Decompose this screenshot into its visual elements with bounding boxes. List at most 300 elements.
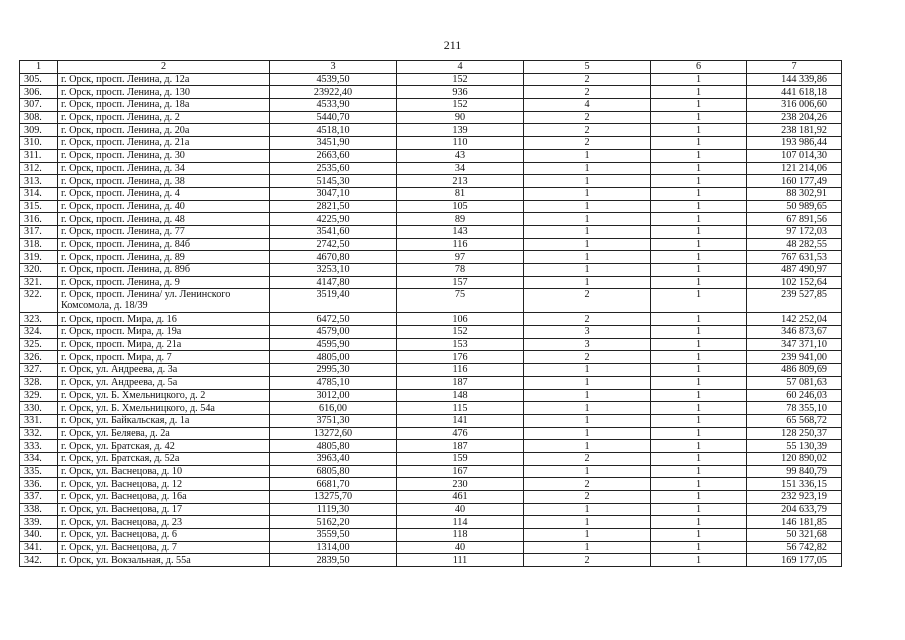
table-row — [20, 427, 842, 440]
area-cell: 3751,30 — [270, 414, 397, 427]
amount-cell: 441 618,18 — [747, 86, 842, 99]
address-cell: г. Орск, просп. Ленина/ ул. Ленинского Комсомола, д. 18/39 — [58, 289, 270, 313]
floors-cell: 1 — [524, 402, 651, 415]
floors-cell: 1 — [524, 529, 651, 542]
row-number-cell: 324. — [20, 326, 58, 339]
floors-cell: 3 — [524, 338, 651, 351]
floors-cell: 2 — [524, 73, 651, 86]
address-cell: г. Орск, просп. Ленина, д. 34 — [58, 162, 270, 175]
area-cell: 5145,30 — [270, 175, 397, 188]
entrances-cell: 1 — [651, 427, 747, 440]
residents-cell: 159 — [397, 452, 524, 465]
area-cell: 4518,10 — [270, 124, 397, 137]
table-row — [20, 187, 842, 200]
residents-cell: 230 — [397, 478, 524, 491]
entrances-cell: 1 — [651, 529, 747, 542]
row-number-cell: 315. — [20, 200, 58, 213]
table-row — [20, 264, 842, 277]
address-cell: г. Орск, просп. Ленина, д. 89 — [58, 251, 270, 264]
amount-cell: 55 130,39 — [747, 440, 842, 453]
amount-cell: 239 527,85 — [747, 289, 842, 313]
table-row — [20, 452, 842, 465]
amount-cell: 486 809,69 — [747, 364, 842, 377]
row-number-cell: 341. — [20, 541, 58, 554]
floors-cell: 1 — [524, 162, 651, 175]
residents-cell: 105 — [397, 200, 524, 213]
address-cell: г. Орск, просп. Ленина, д. 48 — [58, 213, 270, 226]
row-number-cell: 332. — [20, 427, 58, 440]
area-cell: 4785,10 — [270, 376, 397, 389]
address-cell: г. Орск, просп. Ленина, д. 18а — [58, 99, 270, 112]
row-number-cell: 317. — [20, 225, 58, 238]
address-cell: г. Орск, ул. Васнецова, д. 10 — [58, 465, 270, 478]
area-cell: 13272,60 — [270, 427, 397, 440]
table-row — [20, 338, 842, 351]
table-row — [20, 200, 842, 213]
column-header: 6 — [651, 61, 747, 74]
residents-cell: 106 — [397, 313, 524, 326]
row-number-cell: 338. — [20, 503, 58, 516]
table-row — [20, 478, 842, 491]
entrances-cell: 1 — [651, 111, 747, 124]
table-row — [20, 554, 842, 567]
residents-cell: 148 — [397, 389, 524, 402]
amount-cell: 56 742,82 — [747, 541, 842, 554]
area-cell: 4579,00 — [270, 326, 397, 339]
amount-cell: 121 214,06 — [747, 162, 842, 175]
table-row — [20, 389, 842, 402]
amount-cell: 128 250,37 — [747, 427, 842, 440]
table-row — [20, 503, 842, 516]
floors-cell: 2 — [524, 111, 651, 124]
table-row — [20, 516, 842, 529]
floors-cell: 2 — [524, 351, 651, 364]
floors-cell: 2 — [524, 86, 651, 99]
entrances-cell: 1 — [651, 162, 747, 175]
area-cell: 6472,50 — [270, 313, 397, 326]
amount-cell: 160 177,49 — [747, 175, 842, 188]
amount-cell: 78 355,10 — [747, 402, 842, 415]
amount-cell: 88 302,91 — [747, 187, 842, 200]
floors-cell: 1 — [524, 465, 651, 478]
address-cell: г. Орск, ул. Б. Хмельницкого, д. 2 — [58, 389, 270, 402]
amount-cell: 232 923,19 — [747, 491, 842, 504]
amount-cell: 238 181,92 — [747, 124, 842, 137]
entrances-cell: 1 — [651, 73, 747, 86]
address-cell: г. Орск, ул. Б. Хмельницкого, д. 54а — [58, 402, 270, 415]
residents-cell: 97 — [397, 251, 524, 264]
entrances-cell: 1 — [651, 414, 747, 427]
amount-cell: 238 204,26 — [747, 111, 842, 124]
amount-cell: 316 006,60 — [747, 99, 842, 112]
amount-cell: 60 246,03 — [747, 389, 842, 402]
row-number-cell: 316. — [20, 213, 58, 226]
address-cell: г. Орск, ул. Андреева, д. 3а — [58, 364, 270, 377]
floors-cell: 4 — [524, 99, 651, 112]
entrances-cell: 1 — [651, 389, 747, 402]
residents-cell: 78 — [397, 264, 524, 277]
floors-cell: 1 — [524, 503, 651, 516]
area-cell: 2995,30 — [270, 364, 397, 377]
floors-cell: 2 — [524, 554, 651, 567]
address-cell: г. Орск, просп. Ленина, д. 4 — [58, 187, 270, 200]
area-cell: 1119,30 — [270, 503, 397, 516]
residents-cell: 75 — [397, 289, 524, 313]
area-cell: 6805,80 — [270, 465, 397, 478]
row-number-cell: 312. — [20, 162, 58, 175]
table-row — [20, 364, 842, 377]
residents-cell: 176 — [397, 351, 524, 364]
residents-cell: 461 — [397, 491, 524, 504]
address-cell: г. Орск, просп. Ленина, д. 9 — [58, 276, 270, 289]
amount-cell: 144 339,86 — [747, 73, 842, 86]
entrances-cell: 1 — [651, 452, 747, 465]
entrances-cell: 1 — [651, 491, 747, 504]
entrances-cell: 1 — [651, 225, 747, 238]
table-row — [20, 124, 842, 137]
residents-cell: 143 — [397, 225, 524, 238]
floors-cell: 1 — [524, 541, 651, 554]
address-cell: г. Орск, просп. Мира, д. 7 — [58, 351, 270, 364]
entrances-cell: 1 — [651, 213, 747, 226]
residents-cell: 116 — [397, 238, 524, 251]
area-cell: 1314,00 — [270, 541, 397, 554]
residents-cell: 187 — [397, 440, 524, 453]
amount-cell: 99 840,79 — [747, 465, 842, 478]
entrances-cell: 1 — [651, 264, 747, 277]
area-cell: 3963,40 — [270, 452, 397, 465]
amount-cell: 767 631,53 — [747, 251, 842, 264]
area-cell: 4147,80 — [270, 276, 397, 289]
row-number-cell: 318. — [20, 238, 58, 251]
residents-cell: 43 — [397, 149, 524, 162]
residents-cell: 152 — [397, 73, 524, 86]
residents-cell: 118 — [397, 529, 524, 542]
address-cell: г. Орск, просп. Ленина, д. 20а — [58, 124, 270, 137]
row-number-cell: 329. — [20, 389, 58, 402]
area-cell: 2742,50 — [270, 238, 397, 251]
floors-cell: 1 — [524, 414, 651, 427]
area-cell: 3451,90 — [270, 137, 397, 150]
address-cell: г. Орск, ул. Беляева, д. 2а — [58, 427, 270, 440]
residents-cell: 116 — [397, 364, 524, 377]
page-number: 211 — [443, 38, 462, 52]
table-row — [20, 149, 842, 162]
table-row — [20, 529, 842, 542]
row-number-cell: 327. — [20, 364, 58, 377]
table-row — [20, 289, 842, 313]
entrances-cell: 1 — [651, 124, 747, 137]
row-number-cell: 334. — [20, 452, 58, 465]
floors-cell: 1 — [524, 516, 651, 529]
entrances-cell: 1 — [651, 313, 747, 326]
amount-cell: 347 371,10 — [747, 338, 842, 351]
row-number-cell: 319. — [20, 251, 58, 264]
residents-cell: 110 — [397, 137, 524, 150]
address-cell: г. Орск, просп. Мира, д. 21а — [58, 338, 270, 351]
floors-cell: 3 — [524, 326, 651, 339]
area-cell: 4595,90 — [270, 338, 397, 351]
residents-cell: 114 — [397, 516, 524, 529]
column-header: 5 — [524, 61, 651, 74]
table-row — [20, 313, 842, 326]
table-row — [20, 213, 842, 226]
floors-cell: 2 — [524, 491, 651, 504]
entrances-cell: 1 — [651, 516, 747, 529]
address-cell: г. Орск, просп. Ленина, д. 38 — [58, 175, 270, 188]
entrances-cell: 1 — [651, 376, 747, 389]
address-cell: г. Орск, просп. Мира, д. 19а — [58, 326, 270, 339]
address-cell: г. Орск, просп. Ленина, д. 12а — [58, 73, 270, 86]
row-number-cell: 307. — [20, 99, 58, 112]
amount-cell: 193 986,44 — [747, 137, 842, 150]
address-cell: г. Орск, ул. Байкальская, д. 1а — [58, 414, 270, 427]
area-cell: 3012,00 — [270, 389, 397, 402]
amount-cell: 50 989,65 — [747, 200, 842, 213]
amount-cell: 346 873,67 — [747, 326, 842, 339]
address-cell: г. Орск, ул. Братская, д. 52а — [58, 452, 270, 465]
amount-cell: 50 321,68 — [747, 529, 842, 542]
entrances-cell: 1 — [651, 200, 747, 213]
entrances-cell: 1 — [651, 276, 747, 289]
table-row — [20, 225, 842, 238]
entrances-cell: 1 — [651, 351, 747, 364]
area-cell: 3541,60 — [270, 225, 397, 238]
floors-cell: 1 — [524, 175, 651, 188]
table-header-row — [20, 61, 842, 74]
amount-cell: 151 336,15 — [747, 478, 842, 491]
row-number-cell: 306. — [20, 86, 58, 99]
housing-table — [19, 60, 842, 567]
residents-cell: 141 — [397, 414, 524, 427]
address-cell: г. Орск, ул. Васнецова, д. 23 — [58, 516, 270, 529]
row-number-cell: 342. — [20, 554, 58, 567]
row-number-cell: 322. — [20, 289, 58, 313]
entrances-cell: 1 — [651, 149, 747, 162]
address-cell: г. Орск, просп. Ленина, д. 40 — [58, 200, 270, 213]
area-cell: 5440,70 — [270, 111, 397, 124]
row-number-cell: 331. — [20, 414, 58, 427]
row-number-cell: 311. — [20, 149, 58, 162]
area-cell: 2821,50 — [270, 200, 397, 213]
address-cell: г. Орск, просп. Ленина, д. 77 — [58, 225, 270, 238]
area-cell: 2535,60 — [270, 162, 397, 175]
address-cell: г. Орск, просп. Ленина, д. 84б — [58, 238, 270, 251]
table-row — [20, 465, 842, 478]
amount-cell: 142 252,04 — [747, 313, 842, 326]
entrances-cell: 1 — [651, 554, 747, 567]
address-cell: г. Орск, ул. Васнецова, д. 12 — [58, 478, 270, 491]
address-cell: г. Орск, ул. Васнецова, д. 7 — [58, 541, 270, 554]
amount-cell: 57 081,63 — [747, 376, 842, 389]
area-cell: 4533,90 — [270, 99, 397, 112]
amount-cell: 67 891,56 — [747, 213, 842, 226]
floors-cell: 2 — [524, 478, 651, 491]
floors-cell: 1 — [524, 200, 651, 213]
floors-cell: 1 — [524, 427, 651, 440]
column-header: 4 — [397, 61, 524, 74]
area-cell: 4805,80 — [270, 440, 397, 453]
address-cell: г. Орск, ул. Вокзальная, д. 55а — [58, 554, 270, 567]
row-number-cell: 323. — [20, 313, 58, 326]
column-header: 3 — [270, 61, 397, 74]
residents-cell: 34 — [397, 162, 524, 175]
address-cell: г. Орск, просп. Ленина, д. 2 — [58, 111, 270, 124]
floors-cell: 1 — [524, 389, 651, 402]
address-cell: г. Орск, ул. Васнецова, д. 16а — [58, 491, 270, 504]
floors-cell: 1 — [524, 251, 651, 264]
entrances-cell: 1 — [651, 137, 747, 150]
row-number-cell: 337. — [20, 491, 58, 504]
area-cell: 3519,40 — [270, 289, 397, 313]
column-header: 1 — [20, 61, 58, 74]
amount-cell: 97 172,03 — [747, 225, 842, 238]
entrances-cell: 1 — [651, 86, 747, 99]
amount-cell: 48 282,55 — [747, 238, 842, 251]
row-number-cell: 310. — [20, 137, 58, 150]
amount-cell: 107 014,30 — [747, 149, 842, 162]
table-row — [20, 238, 842, 251]
row-number-cell: 335. — [20, 465, 58, 478]
table-row — [20, 162, 842, 175]
area-cell: 5162,20 — [270, 516, 397, 529]
address-cell: г. Орск, ул. Васнецова, д. 6 — [58, 529, 270, 542]
table-row — [20, 402, 842, 415]
area-cell: 2663,60 — [270, 149, 397, 162]
area-cell: 4805,00 — [270, 351, 397, 364]
residents-cell: 152 — [397, 326, 524, 339]
table-row — [20, 111, 842, 124]
address-cell: г. Орск, просп. Ленина, д. 21а — [58, 137, 270, 150]
row-number-cell: 314. — [20, 187, 58, 200]
row-number-cell: 328. — [20, 376, 58, 389]
residents-cell: 40 — [397, 503, 524, 516]
row-number-cell: 309. — [20, 124, 58, 137]
amount-cell: 120 890,02 — [747, 452, 842, 465]
residents-cell: 167 — [397, 465, 524, 478]
table-row — [20, 175, 842, 188]
address-cell: г. Орск, просп. Мира, д. 16 — [58, 313, 270, 326]
row-number-cell: 333. — [20, 440, 58, 453]
floors-cell: 1 — [524, 213, 651, 226]
amount-cell: 146 181,85 — [747, 516, 842, 529]
area-cell: 3253,10 — [270, 264, 397, 277]
table-row — [20, 276, 842, 289]
entrances-cell: 1 — [651, 338, 747, 351]
column-header: 7 — [747, 61, 842, 74]
residents-cell: 90 — [397, 111, 524, 124]
entrances-cell: 1 — [651, 503, 747, 516]
amount-cell: 487 490,97 — [747, 264, 842, 277]
floors-cell: 2 — [524, 124, 651, 137]
floors-cell: 2 — [524, 289, 651, 313]
table-row — [20, 351, 842, 364]
floors-cell: 1 — [524, 264, 651, 277]
amount-cell: 102 152,64 — [747, 276, 842, 289]
area-cell: 6681,70 — [270, 478, 397, 491]
floors-cell: 1 — [524, 364, 651, 377]
entrances-cell: 1 — [651, 465, 747, 478]
floors-cell: 1 — [524, 376, 651, 389]
area-cell: 3047,10 — [270, 187, 397, 200]
address-cell: г. Орск, просп. Ленина, д. 30 — [58, 149, 270, 162]
area-cell: 616,00 — [270, 402, 397, 415]
area-cell: 4670,80 — [270, 251, 397, 264]
residents-cell: 111 — [397, 554, 524, 567]
floors-cell: 1 — [524, 440, 651, 453]
residents-cell: 139 — [397, 124, 524, 137]
table-row — [20, 86, 842, 99]
amount-cell: 169 177,05 — [747, 554, 842, 567]
area-cell: 2839,50 — [270, 554, 397, 567]
area-cell: 4225,90 — [270, 213, 397, 226]
table-row — [20, 440, 842, 453]
entrances-cell: 1 — [651, 187, 747, 200]
entrances-cell: 1 — [651, 251, 747, 264]
table-row — [20, 414, 842, 427]
amount-cell: 204 633,79 — [747, 503, 842, 516]
floors-cell: 1 — [524, 149, 651, 162]
area-cell: 13275,70 — [270, 491, 397, 504]
column-header: 2 — [58, 61, 270, 74]
row-number-cell: 308. — [20, 111, 58, 124]
entrances-cell: 1 — [651, 402, 747, 415]
amount-cell: 65 568,72 — [747, 414, 842, 427]
row-number-cell: 321. — [20, 276, 58, 289]
table-row — [20, 251, 842, 264]
address-cell: г. Орск, просп. Ленина, д. 130 — [58, 86, 270, 99]
row-number-cell: 305. — [20, 73, 58, 86]
area-cell: 4539,50 — [270, 73, 397, 86]
floors-cell: 1 — [524, 238, 651, 251]
residents-cell: 115 — [397, 402, 524, 415]
entrances-cell: 1 — [651, 238, 747, 251]
entrances-cell: 1 — [651, 289, 747, 313]
entrances-cell: 1 — [651, 478, 747, 491]
row-number-cell: 330. — [20, 402, 58, 415]
table-row — [20, 137, 842, 150]
table-row — [20, 376, 842, 389]
entrances-cell: 1 — [651, 364, 747, 377]
table-row — [20, 73, 842, 86]
entrances-cell: 1 — [651, 326, 747, 339]
residents-cell: 157 — [397, 276, 524, 289]
address-cell: г. Орск, ул. Васнецова, д. 17 — [58, 503, 270, 516]
row-number-cell: 339. — [20, 516, 58, 529]
residents-cell: 152 — [397, 99, 524, 112]
table-body — [20, 73, 842, 566]
floors-cell: 1 — [524, 225, 651, 238]
floors-cell: 2 — [524, 452, 651, 465]
table-row — [20, 491, 842, 504]
table-row — [20, 541, 842, 554]
row-number-cell: 320. — [20, 264, 58, 277]
floors-cell: 2 — [524, 137, 651, 150]
row-number-cell: 340. — [20, 529, 58, 542]
floors-cell: 1 — [524, 187, 651, 200]
address-cell: г. Орск, ул. Братская, д. 42 — [58, 440, 270, 453]
residents-cell: 40 — [397, 541, 524, 554]
row-number-cell: 326. — [20, 351, 58, 364]
area-cell: 23922,40 — [270, 86, 397, 99]
floors-cell: 1 — [524, 276, 651, 289]
area-cell: 3559,50 — [270, 529, 397, 542]
entrances-cell: 1 — [651, 541, 747, 554]
residents-cell: 476 — [397, 427, 524, 440]
residents-cell: 936 — [397, 86, 524, 99]
entrances-cell: 1 — [651, 440, 747, 453]
row-number-cell: 336. — [20, 478, 58, 491]
